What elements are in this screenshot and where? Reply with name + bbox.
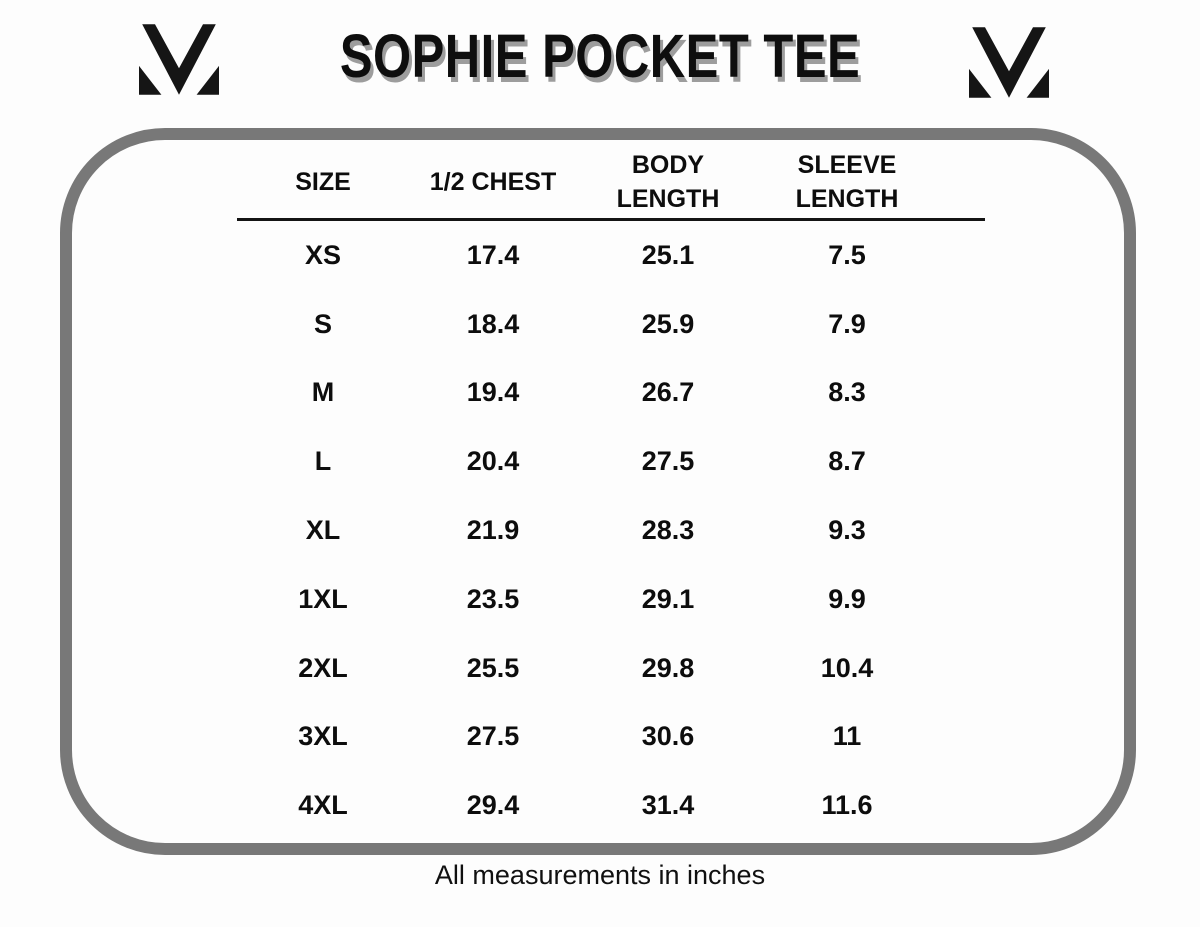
measurement-value: 9.3 xyxy=(828,515,866,546)
size-table-body xyxy=(237,221,985,840)
measurement-value: 27.5 xyxy=(466,721,520,752)
units-note: All measurements in inches xyxy=(434,860,766,890)
size-label: 1XL xyxy=(298,583,348,614)
column-header-sleeve-length: SLEEVE LENGTH xyxy=(795,151,899,213)
measurement-value: 26.7 xyxy=(641,377,695,408)
column-header-body-length: BODY LENGTH xyxy=(616,151,720,213)
measurement-value: 17.4 xyxy=(466,239,520,270)
size-label: 4XL xyxy=(298,790,348,821)
measurement-value: 21.9 xyxy=(466,515,520,546)
page-title: SOPHIE POCKET TEE xyxy=(339,23,861,91)
measurement-value: 19.4 xyxy=(466,377,520,408)
column-header-size: SIZE xyxy=(295,168,351,196)
measurement-value: 29.1 xyxy=(641,583,695,614)
measurement-value: 27.5 xyxy=(641,446,695,477)
measurement-value: 11 xyxy=(832,721,862,752)
measurement-value: 31.4 xyxy=(641,790,695,821)
size-label: L xyxy=(314,446,332,477)
measurement-value: 9.9 xyxy=(828,583,866,614)
measurement-value: 25.9 xyxy=(641,308,695,339)
measurement-value: 7.9 xyxy=(828,308,866,339)
measurement-value: 28.3 xyxy=(641,515,695,546)
measurement-value: 23.5 xyxy=(466,583,520,614)
size-label: 3XL xyxy=(298,721,348,752)
size-label: XS xyxy=(304,239,342,270)
size-table-header xyxy=(237,146,985,218)
measurement-value: 8.3 xyxy=(828,377,866,408)
measurement-value: 25.1 xyxy=(641,239,695,270)
measurement-value: 7.5 xyxy=(828,239,866,270)
brand-logo-right xyxy=(969,27,1049,98)
measurement-value: 11.6 xyxy=(821,790,873,821)
mv-monogram-icon xyxy=(969,27,1049,98)
measurement-value: 10.4 xyxy=(820,652,874,683)
measurement-value: 29.8 xyxy=(641,652,695,683)
size-label: 2XL xyxy=(298,652,348,683)
measurement-value: 18.4 xyxy=(466,308,520,339)
measurement-value: 30.6 xyxy=(641,721,695,752)
measurement-value: 20.4 xyxy=(466,446,520,477)
measurement-value: 25.5 xyxy=(466,652,520,683)
size-table xyxy=(237,146,985,840)
measurement-value: 8.7 xyxy=(828,446,866,477)
size-label: XL xyxy=(305,515,341,546)
column-header-half-chest: 1/2 CHEST xyxy=(429,168,557,196)
measurement-value: 29.4 xyxy=(466,790,520,821)
size-label: S xyxy=(313,308,332,339)
size-label: M xyxy=(311,377,335,408)
